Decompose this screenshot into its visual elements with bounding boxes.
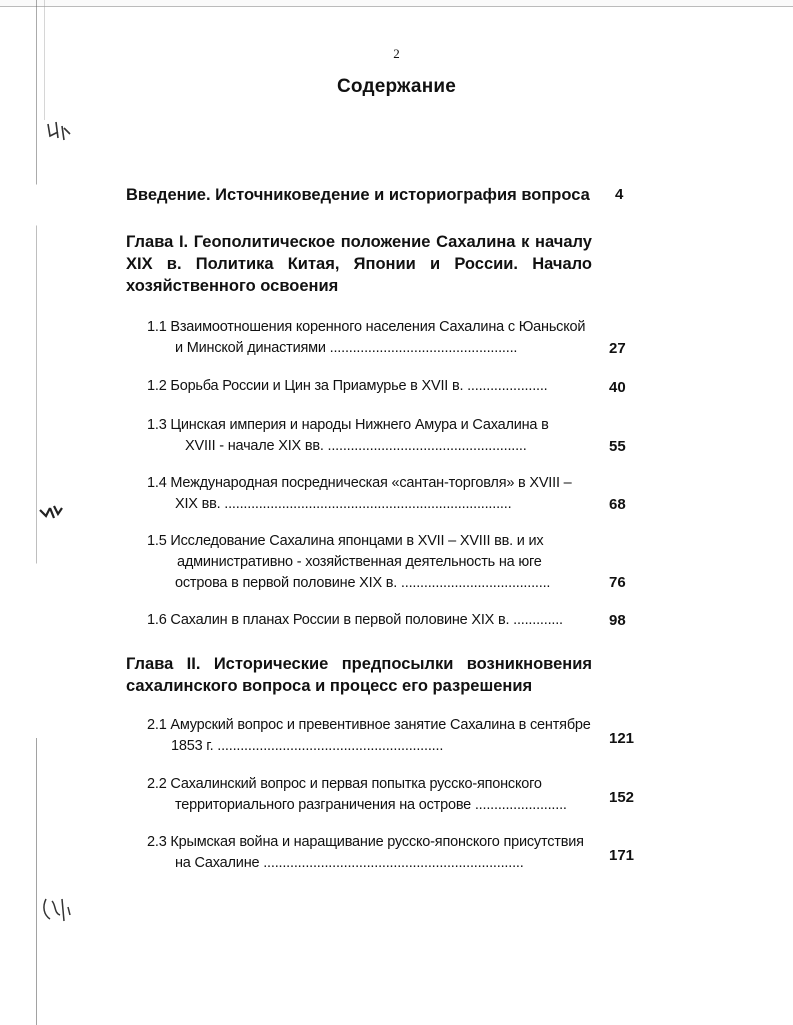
toc-intro[interactable]	[126, 184, 592, 206]
page-title: Содержание	[336, 76, 457, 97]
toc-section-1-3[interactable]	[147, 415, 593, 457]
section-2-3-line-1: 2.3 Крымская война и наращивание русско-японского присутствия	[147, 834, 584, 850]
section-2-1-line-2: 1853 г. ...........................................................	[171, 738, 444, 754]
section-2-1-line-1: 2.1 Амурский вопрос и превентивное занятие Сахалина в сентябре	[147, 717, 591, 733]
section-2-3-page: 171	[609, 847, 635, 864]
margin-mark-2	[38, 500, 66, 522]
section-1-6-page: 98	[609, 612, 626, 629]
toc-section-1-5[interactable]	[147, 531, 593, 594]
scan-top-edge	[0, 0, 793, 7]
section-1-5-line-2: административно - хозяйственная деятельность на юге	[177, 554, 542, 570]
chapter-1-line-3: хозяйственного освоения	[126, 277, 339, 295]
section-1-5-line-1: 1.5 Исследование Сахалина японцами в XVII – XVIII вв. и их	[147, 533, 544, 549]
page-number: 2	[393, 46, 400, 61]
chapter-2-line-2: сахалинского вопроса и процесс его разрешения	[126, 677, 533, 695]
toc-chapter-2[interactable]	[126, 653, 592, 697]
section-1-5-page: 76	[609, 574, 626, 591]
margin-mark-1	[44, 118, 74, 144]
toc-section-2-2[interactable]	[147, 774, 593, 816]
toc-intro-text: Введение. Источниковедение и историография вопроса	[126, 186, 590, 204]
scan-margin-line	[36, 0, 37, 1025]
section-1-4-line-2: XIX вв. ...........................................................................	[175, 496, 512, 512]
section-1-1-page: 27	[609, 340, 626, 357]
toc-section-2-1[interactable]	[147, 715, 593, 757]
section-1-3-line-2: XVIII - начале XIX вв. ....................................................	[185, 438, 527, 454]
section-2-2-line-1: 2.2 Сахалинский вопрос и первая попытка русско-японского	[147, 776, 542, 792]
section-2-1-page: 121	[609, 730, 635, 747]
chapter-2-line-1: Глава II. Исторические предпосылки возникновения	[126, 655, 592, 673]
chapter-1-line-2: XIX в. Политика Китая, Японии и России. Начало	[126, 255, 592, 273]
toc-section-1-2[interactable]	[147, 376, 593, 397]
section-1-3-page: 55	[609, 438, 626, 455]
section-1-4-page: 68	[609, 496, 626, 513]
toc-intro-page: 4	[615, 186, 624, 203]
section-2-2-line-2: территориального разграничения на острове ........................	[175, 797, 567, 813]
margin-mark-3	[40, 895, 74, 925]
toc-section-1-6[interactable]	[147, 610, 593, 631]
section-2-3-line-2: на Сахалине ....................................................................	[175, 855, 524, 871]
toc-section-2-3[interactable]	[147, 832, 593, 874]
toc-chapter-1[interactable]	[126, 231, 592, 297]
section-1-1-line-1: 1.1 Взаимоотношения коренного населения Сахалина с Юаньской	[147, 319, 586, 335]
section-1-6-line-1: 1.6 Сахалин в планах России в первой половине XIX в. .............	[147, 612, 563, 628]
section-1-2-line-1: 1.2 Борьба России и Цин за Приамурье в XVII в. .....................	[147, 378, 548, 394]
section-1-5-line-3: острова в первой половине XIX в. .......................................	[175, 575, 551, 591]
toc-section-1-4[interactable]	[147, 473, 593, 515]
toc-section-1-1[interactable]	[147, 317, 593, 359]
section-1-4-line-1: 1.4 Международная посредническая «сантан-торговля» в XVIII –	[147, 475, 572, 491]
section-1-1-line-2: и Минской династиями .................................................	[175, 340, 518, 356]
chapter-1-line-1: Глава I. Геополитическое положение Сахалина к началу	[126, 233, 592, 251]
section-1-3-line-1: 1.3 Цинская империя и народы Нижнего Амура и Сахалина в	[147, 417, 549, 433]
section-2-2-page: 152	[609, 789, 635, 806]
section-1-2-page: 40	[609, 379, 626, 396]
